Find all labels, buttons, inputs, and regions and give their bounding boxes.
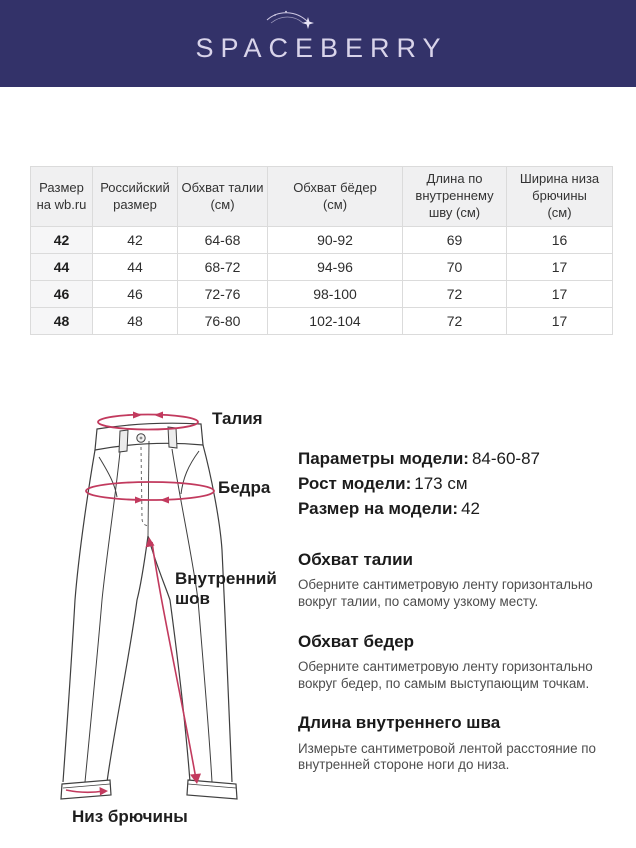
section-inseam xyxy=(298,713,597,774)
section-waist-title: Обхват талии xyxy=(298,550,413,569)
col-header-hem-width: Ширина низа брючины (см) xyxy=(507,167,613,227)
col-header-inseam: Длина по внутреннему шву (см) xyxy=(403,167,507,227)
cell-waist: 64-68 xyxy=(178,227,268,254)
cell-ru-size: 48 xyxy=(93,308,178,335)
cell-hem: 17 xyxy=(507,308,613,335)
cell-ru-size: 44 xyxy=(93,254,178,281)
section-waist xyxy=(298,550,597,611)
pants-diagram xyxy=(30,390,290,835)
cell-size: 46 xyxy=(31,281,93,308)
model-params-value: 84-60-87 xyxy=(471,449,541,468)
model-height-value: 173 см xyxy=(414,474,468,493)
cell-inseam: 72 xyxy=(403,308,507,335)
cell-hips: 94-96 xyxy=(268,254,403,281)
model-params xyxy=(298,446,597,521)
section-hips-text: Оберните сантиметровую ленту горизонтально вокруг бедер, по самым выступающим точкам. xyxy=(298,658,593,691)
cell-waist: 76-80 xyxy=(178,308,268,335)
col-header-hips: Обхват бёдер (см) xyxy=(268,167,403,227)
cell-hem: 17 xyxy=(507,254,613,281)
size-table xyxy=(30,166,613,335)
model-size-value: 42 xyxy=(461,499,480,518)
cell-hem: 17 xyxy=(507,281,613,308)
model-size-label: Размер на модели: xyxy=(298,499,459,518)
pants-outline xyxy=(61,423,237,799)
inseam-label: Внутренний шов xyxy=(175,569,277,609)
hem-label: Низ брючины xyxy=(72,807,188,826)
col-header-wb-size: Размер на wb.ru xyxy=(31,167,93,227)
cell-ru-size: 42 xyxy=(93,227,178,254)
section-waist-text: Оберните сантиметровую ленту горизонтально вокруг талии, по самому узкому месту. xyxy=(298,577,593,609)
cell-size: 44 xyxy=(31,254,93,281)
cell-hips: 90-92 xyxy=(268,227,403,254)
waist-label: Талия xyxy=(212,409,263,428)
col-header-waist: Обхват талии (см) xyxy=(178,167,268,227)
shooting-star-icon xyxy=(266,8,318,32)
section-hips-title: Обхват бедер xyxy=(298,631,415,651)
model-size-line xyxy=(298,496,597,521)
cell-hips: 98-100 xyxy=(268,281,403,308)
table-row-48 xyxy=(31,308,613,335)
hips-ellipse xyxy=(86,482,214,500)
instruction-sections xyxy=(298,550,597,774)
table-row-42 xyxy=(31,227,613,254)
cell-hem: 16 xyxy=(507,227,613,254)
brand-logo: SPACEBERRY xyxy=(195,33,448,63)
table-row-44 xyxy=(31,254,613,281)
cell-size: 42 xyxy=(31,227,93,254)
cell-waist: 72-76 xyxy=(178,281,268,308)
cell-waist: 68-72 xyxy=(178,254,268,281)
model-params-line xyxy=(298,446,597,471)
cell-ru-size: 46 xyxy=(93,281,178,308)
cell-inseam: 70 xyxy=(403,254,507,281)
cell-inseam: 72 xyxy=(403,281,507,308)
brand-header xyxy=(0,0,636,87)
model-height-label: Рост модели: xyxy=(298,474,412,493)
table-row-46 xyxy=(31,281,613,308)
cell-hips: 102-104 xyxy=(268,308,403,335)
model-height-line xyxy=(298,471,597,496)
size-table-header xyxy=(31,167,613,227)
hips-label: Бедра xyxy=(218,478,271,497)
measurement-info xyxy=(298,446,597,795)
section-inseam-text: Измерьте сантиметровой лентой расстояние по внутренней стороне ноги до низа. xyxy=(298,740,596,773)
cell-inseam: 69 xyxy=(403,227,507,254)
section-hips xyxy=(298,632,597,693)
model-params-label: Параметры модели: xyxy=(298,449,469,468)
section-inseam-title: Длина внутреннего шва xyxy=(298,713,501,733)
cell-size: 48 xyxy=(31,308,93,335)
pants-button xyxy=(137,434,145,442)
col-header-ru-size: Российский размер xyxy=(93,167,178,227)
